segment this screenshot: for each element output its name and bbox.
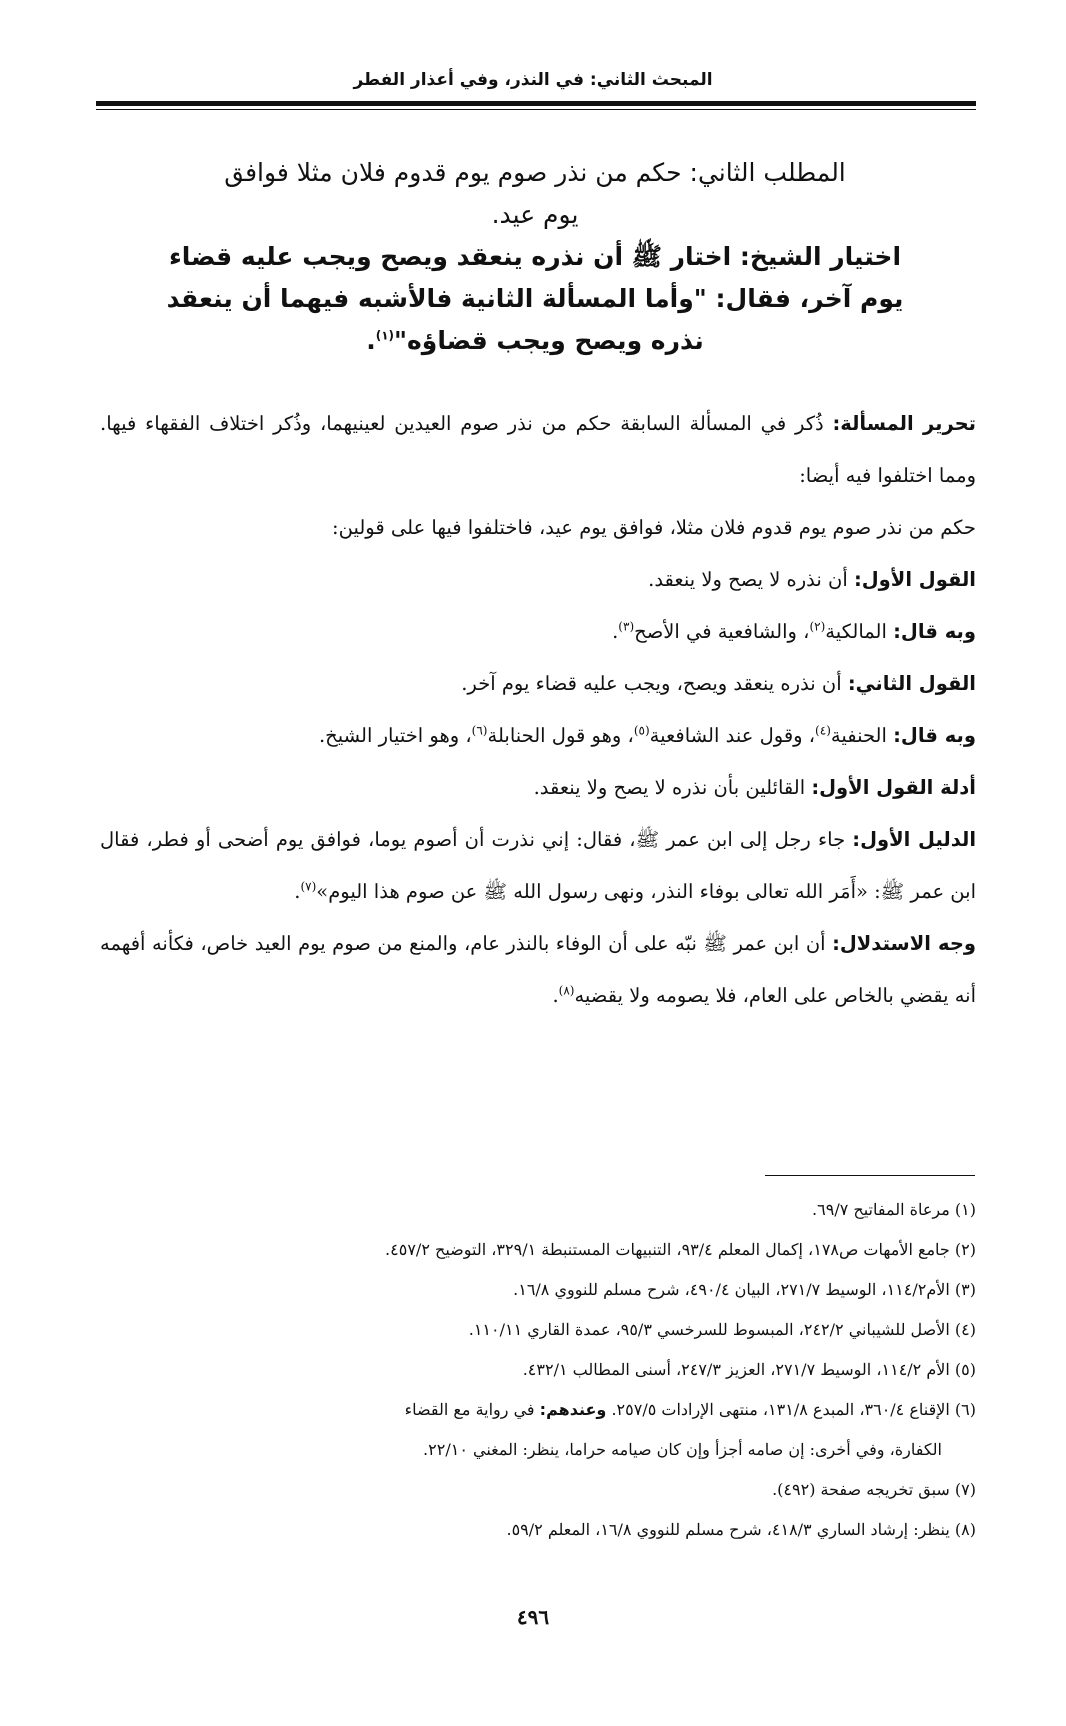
footnotes xyxy=(100,1190,976,1550)
paragraph-label: القول الثاني: xyxy=(847,672,976,695)
paragraph-label: وجه الاستدلال: xyxy=(832,932,976,955)
footnote-ref[interactable]: (٥) xyxy=(633,723,650,738)
section-heading xyxy=(150,152,920,362)
running-head: المبحث الثاني: في النذر، وفي أعذار الفطر xyxy=(353,70,713,90)
sheikh-choice-label: اختيار الشيخ: xyxy=(739,242,902,271)
paragraph-evidence: أدلة القول الأول: القائلين بأن نذره لا يصح ولا ينعقد. xyxy=(533,776,976,799)
paragraph-label: وبه قال: xyxy=(893,620,976,643)
section-subtitle: يوم عيد. xyxy=(491,200,579,229)
footnote: (٥) الأم ١١٤/٢، الوسيط ٢٧١/٧، العزيز ٢٤٧/٣، أسنى المطالب ٤٣٢/١. xyxy=(522,1360,976,1379)
body-text xyxy=(100,398,976,1022)
footnote-ref[interactable]: (٣) xyxy=(618,619,635,634)
paragraph-label: أدلة القول الأول: xyxy=(811,776,976,799)
footnote-label: وعندهم: xyxy=(539,1400,607,1419)
footnote: (٢) جامع الأمهات ص١٧٨، إكمال المعلم ٩٣/٤، التنبيهات المستنبطة ٣٢٩/١، التوضيح ٤٥٧/٢. xyxy=(385,1240,976,1259)
footnote-continuation: الكفارة، وفي أخرى: إن صامه أجزأ وإن كان صيامه حراما، ينظر: المغني ٢٢/١٠. xyxy=(423,1440,942,1459)
paragraph-second-opinion: القول الثاني: أن نذره ينعقد ويصح، ويجب عليه قضاء يوم آخر. xyxy=(461,672,976,695)
paragraph-label: تحرير المسألة: xyxy=(832,412,977,435)
footnote: (٨) ينظر: إرشاد الساري ٤١٨/٣، شرح مسلم للنووي ١٦/٨، المعلم ٥٩/٢. xyxy=(506,1520,976,1539)
paragraph-first-opinion: القول الأول: أن نذره لا يصح ولا ينعقد. xyxy=(648,568,976,591)
paragraph-label: القول الأول: xyxy=(853,568,976,591)
page-number: ٤٩٦ xyxy=(516,1605,550,1629)
header-rule-thick xyxy=(96,101,976,106)
paragraph-first-proof: الدليل الأول: جاء رجل إلى ابن عمر ﷺ، فقال: إني نذرت أن أصوم يوما، فوافق يوم أضحى أو فطر، فقال ابن عمر ﷺ: «أَمَر الله تعالى بوفاء النذر، ونهى رسول الله ﷺ عن صوم هذا اليوم»$^{(٧)}$. xyxy=(100,828,977,903)
sheikh-choice: اختيار الشيخ: اختار ﷺ أن نذره ينعقد ويصح ويجب عليه قضاء يوم آخر، فقال: "وأما المسألة الثانية فالأشبه فيهما أن ينعقد نذره ويصح ويجب قضاؤه"$^{(١)}$. xyxy=(166,242,904,355)
footnote: (٦) الإقناع ٣٦٠/٤، المبدع ١٣١/٨، منتهى الإرادات ٢٥٧/٥. وعندهم: في رواية مع القضاء xyxy=(404,1400,976,1419)
footnote: (٤) الأصل للشيباني ٢٤٢/٢، المبسوط للسرخسي ٩٥/٣، عمدة القاري ١١٠/١١. xyxy=(468,1320,976,1339)
footnote: (٣) الأم١١٤/٢، الوسيط ٢٧١/٧، البيان ٤٩٠/٤، شرح مسلم للنووي ١٦/٨. xyxy=(513,1280,976,1299)
paragraph-inference: وجه الاستدلال: أن ابن عمر ﷺ نبّه على أن الوفاء بالنذر عام، والمنع من صوم يوم العيد خاص، فكأنه أفهمه أنه يقضي بالخاص على العام، فلا يصومه ولا يقضيه$^{(٨)}$. xyxy=(100,932,976,1007)
paragraph-second-holders: وبه قال: الحنفية$^{(٤)}$، وقول عند الشافعية$^{(٥)}$، وهو قول الحنابلة$^{(٦)}$، وهو اختيار الشيخ. xyxy=(318,723,976,747)
paragraph: حكم من نذر صوم يوم قدوم فلان مثلا، فوافق يوم عيد، فاختلفوا فيها على قولين: xyxy=(332,516,976,539)
header-rule-thin xyxy=(96,109,976,110)
section-title: المطلب الثاني: حكم من نذر صوم يوم قدوم فلان مثلا فوافق xyxy=(224,158,846,187)
footnote-ref[interactable]: (١) xyxy=(375,328,394,343)
footnote-ref[interactable]: (٢) xyxy=(809,619,826,634)
footnote-ref[interactable]: (٤) xyxy=(815,723,831,738)
footnote: (١) مرعاة المفاتيح ٦٩/٧. xyxy=(812,1200,976,1219)
footnote-ref[interactable]: (٨) xyxy=(558,983,575,998)
footnote-rule xyxy=(765,1175,975,1176)
footnote-ref[interactable]: (٧) xyxy=(300,879,317,894)
footnote: (٧) سبق تخريجه صفحة (٤٩٢). xyxy=(772,1480,976,1499)
paragraph-label: وبه قال: xyxy=(893,724,976,747)
paragraph-label: الدليل الأول: xyxy=(852,828,977,851)
footnote-ref[interactable]: (٦) xyxy=(471,723,488,738)
sheikh-choice-text: اختار ﷺ أن نذره ينعقد ويصح ويجب عليه قضاء يوم آخر، فقال: "وأما المسألة الثانية فالأشبه فيهما أن ينعقد نذره ويصح ويجب قضاؤه" xyxy=(166,242,904,355)
paragraph-first-holders: وبه قال: المالكية$^{(٢)}$، والشافعية في الأصح$^{(٣)}$. xyxy=(612,619,976,643)
paragraph-issue: تحرير المسألة: ذُكر في المسألة السابقة حكم من نذر صوم العيدين لعينيهما، وذُكر اختلاف الفقهاء فيها. ومما اختلفوا فيه أيضا: xyxy=(100,412,977,487)
